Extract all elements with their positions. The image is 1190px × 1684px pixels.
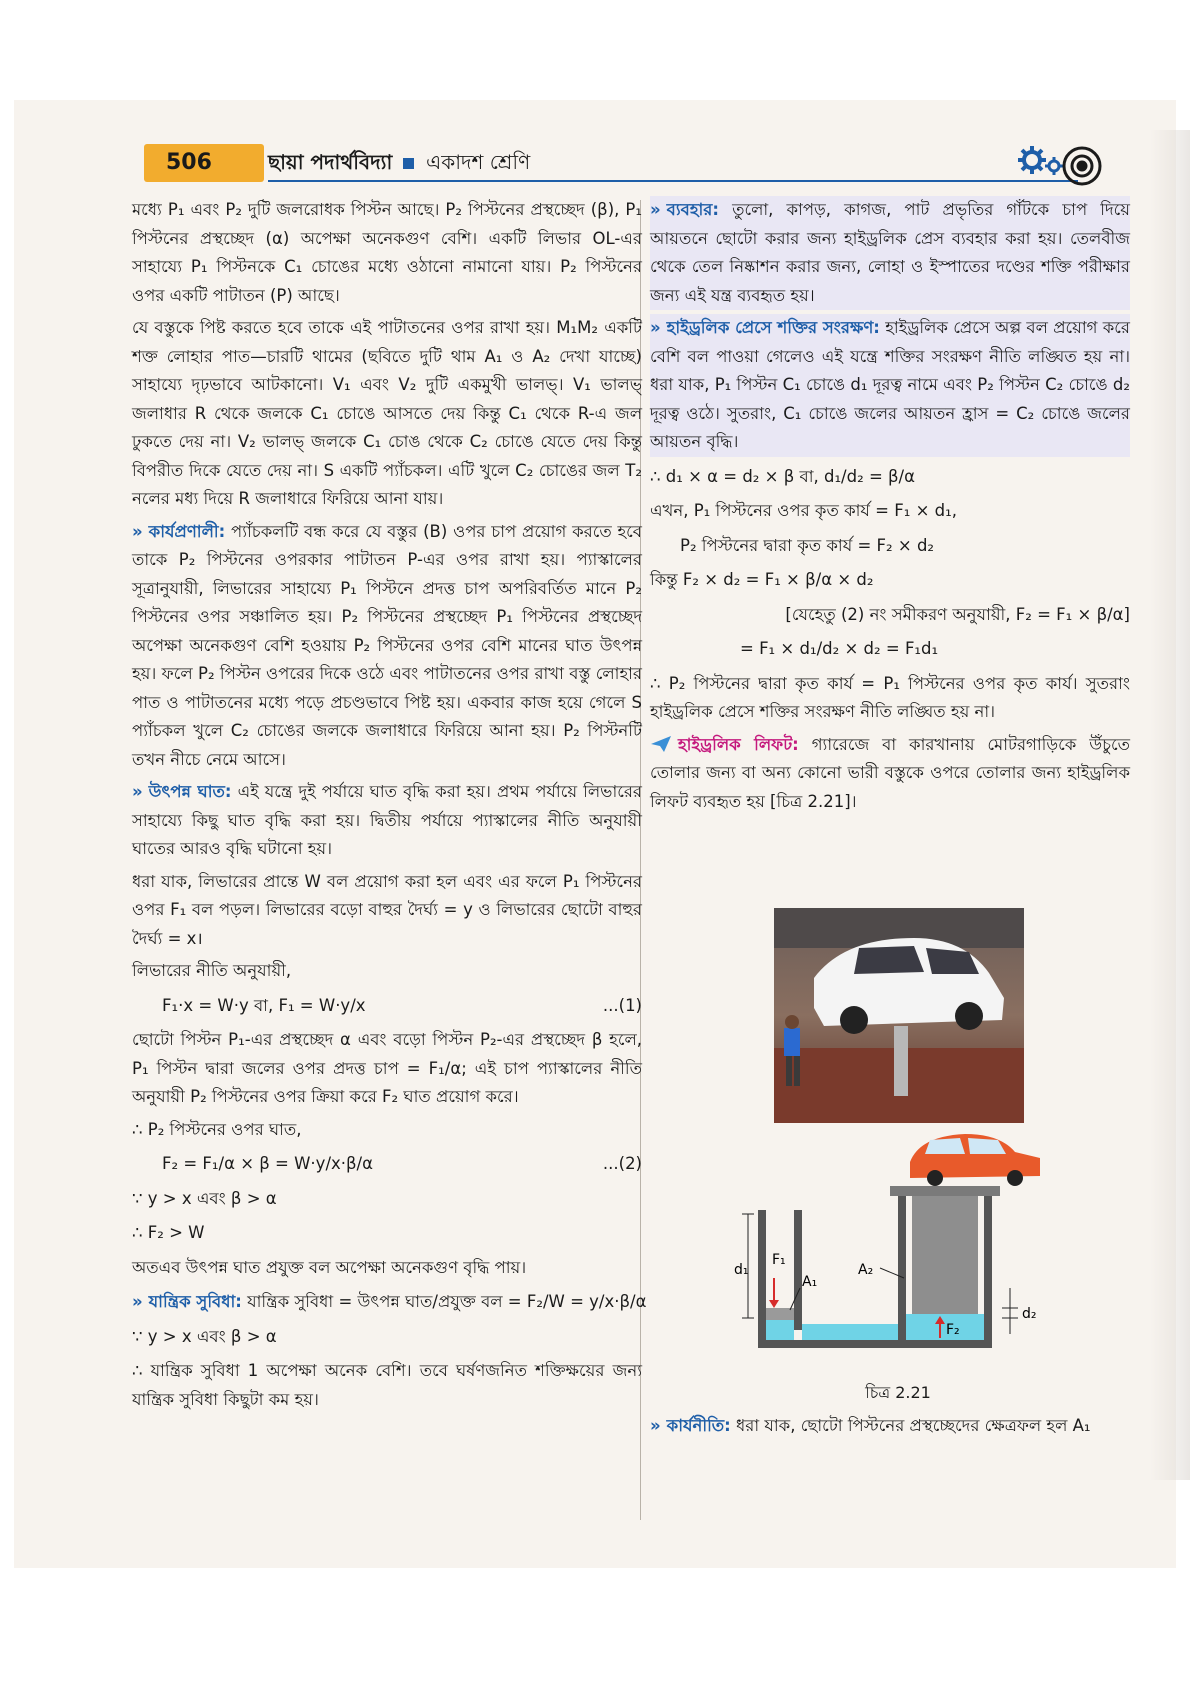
- chevron-double-icon: »: [650, 200, 661, 219]
- paragraph: [650, 1412, 1130, 1441]
- paragraph: ∴ P₂ পিস্টনের দ্বারা কৃত কার্য = P₁ পিস্টনের ওপর কৃত কার্য। সুতরাং হাইড্রলিক প্রেসে শক্তির সংরক্ষণ নীতি লঙ্ঘিত হয় না।: [650, 673, 1130, 721]
- chevron-double-icon: »: [650, 1416, 661, 1435]
- heading-lift: হাইড্রলিক লিফট:: [678, 734, 799, 754]
- chevron-double-icon: »: [650, 318, 661, 337]
- heading-thrust: উৎপন্ন ঘাত:: [148, 782, 232, 801]
- header-icons: [1016, 142, 1102, 190]
- right-column: [650, 196, 1130, 820]
- mechanical-advantage: [132, 1288, 647, 1317]
- condition: ∵ y > x এবং β > α: [132, 1326, 277, 1346]
- equation-1: [132, 992, 642, 1021]
- car-icon: [910, 1134, 1040, 1186]
- paragraph: [650, 196, 1130, 310]
- condition: ∴ F₂ > W: [132, 1223, 205, 1242]
- paragraph-text: হাইড্রলিক প্রেসে অল্প বল প্রয়োগ করে বেশি বল পাওয়া গেলেও এই যন্ত্রে শক্তির সংরক্ষণ নীতি লঙ্ঘিত হয় না। ধরা যাক, P₁ পিস্টন C₁ চোঙে d₁ দূরত্ব নামে এবং P₂ পিস্টন C₂ চোঙে d₂ দূরত্ব ওঠে। সুতরাং, C₁ চোঙে জলের আয়তন হ্রাস = C₂ চোঙে জলের আয়তন বৃদ্ধি।: [650, 318, 1131, 451]
- equation: ∴ d₁ × α = d₂ × β বা, d₁/d₂ = β/α: [650, 466, 915, 486]
- gear-icon: [1018, 146, 1046, 174]
- paragraph: [132, 518, 642, 775]
- equation-text: F₂ = F₁/α × β = W·y/x·β/α: [162, 1154, 373, 1173]
- hydraulic-lift-diagram: [734, 1128, 1070, 1348]
- equation-text: F₁·x = W·y বা, F₁ = W·y/x: [162, 995, 366, 1015]
- paragraph: যে বস্তুকে পিষ্ট করতে হবে তাকে এই পাটাতনের ওপর রাখা হয়। M₁M₂ একটি শক্ত লোহার পাত—চারটি থামের (ছবিতে দুটি থাম A₁ ও A₂ দেখা যাচ্ছে) সাহায্যে দৃঢ়ভাবে আটকানো। V₁ এবং V₂ দুটি একমুখী ভালভ্। V₁ ভালভ্ জলাধার R থেকে জলকে C₁ চোঙে আসতে দেয় কিন্তু C₁ থেকে R-এ জল ঢুকতে দেয় না। V₂ ভালভ্ জলকে C₁ চোঙ থেকে C₂ চোঙে যেতে দেয় কিন্তু বিপরীত দিকে যেতে দেয় না। S একটি প্যাঁচকল। এটি খুলে C₂ চোঙের জল T₂ নলের মধ্য দিয়ে R জলাধারে ফিরিয়ে আনা যায়।: [132, 318, 642, 508]
- paper-plane-icon: [650, 735, 672, 753]
- label-A1: A₁: [802, 1274, 818, 1290]
- equation-note: [যেহেতু (2) নং সমীকরণ অনুযায়ী, F₂ = F₁ × β/α]: [785, 604, 1130, 624]
- equation: = F₁ × d₁/d₂ × d₂ = F₁d₁: [740, 639, 939, 658]
- left-column: [132, 196, 647, 1418]
- paragraph: ∴ P₂ পিস্টনের ওপর ঘাত,: [132, 1119, 302, 1139]
- chevron-double-icon: »: [132, 782, 143, 801]
- paragraph-text: এই যন্ত্রে দুই পর্যায়ে ঘাত বৃদ্ধি করা হয়। প্রথম পর্যায়ে লিভারের সাহায্যে কিছু ঘাত বৃদ্ধি করা হয়। দ্বিতীয় পর্যায়ে প্যাস্কালের নীতি অনুযায়ী ঘাতের আরও বৃদ্ধি ঘটানো হয়।: [132, 782, 643, 858]
- page-header: [98, 142, 1098, 184]
- paragraph: লিভারের নীতি অনুযায়ী,: [132, 961, 292, 980]
- equation: P₂ পিস্টনের দ্বারা কৃত কার্য = F₂ × d₂: [680, 535, 935, 555]
- chevron-double-icon: »: [132, 1292, 143, 1311]
- label-A2: A₂: [858, 1262, 874, 1278]
- label-d1: d₁: [734, 1262, 749, 1278]
- label-d2: d₂: [1022, 1306, 1037, 1322]
- page-number: 506: [144, 144, 264, 182]
- paragraph-text: তুলো, কাপড়, কাগজ, পাট প্রভৃতির গাঁটকে চাপ দিয়ে আয়তনে ছোটো করার জন্য হাইড্রলিক প্রেস ব্যবহার করা হয়। তেলবীজ থেকে তেল নিষ্কাশন করার জন্য, লোহা ও ইস্পাতের দণ্ডের শক্তি পরীক্ষার জন্য এই যন্ত্র ব্যবহৃত হয়।: [650, 200, 1130, 305]
- heading-conservation: হাইড্রলিক প্রেসে শক্তির সংরক্ষণ:: [666, 318, 880, 337]
- paragraph: মধ্যে P₁ এবং P₂ দুটি জলরোধক পিস্টন আছে। P₂ পিস্টনের প্রস্থচ্ছেদ (β), P₁ পিস্টনের প্রস্থচ্ছেদ (α) অপেক্ষা অনেকগুণ বেশি। একটি লিভার OL-এর সাহায্যে P₁ পিস্টনকে C₁ চোঙের মধ্যে ওঠানো নামানো যায়। P₂ পিস্টনের ওপর একটি পাটাতন (P) আছে।: [132, 200, 642, 305]
- heading-use: ব্যবহার:: [666, 200, 719, 219]
- equation: কিন্তু F₂ × d₂ = F₁ × β/α × d₂: [650, 570, 874, 589]
- paragraph: ছোটো পিস্টন P₁-এর প্রস্থচ্ছেদ α এবং বড়ো পিস্টন P₂-এর প্রস্থচ্ছেদ β হলে, P₁ পিস্টন দ্বারা জলের ওপর প্রদত্ত চাপ = F₁/α; এই চাপ প্যাস্কালের নীতি অনুযায়ী P₂ পিস্টনের ওপর ক্রিয়া করে F₂ ঘাত প্রয়োগ করে।: [132, 1030, 642, 1106]
- label-F2: F₂: [946, 1322, 960, 1338]
- label-F1: F₁: [772, 1252, 786, 1268]
- heading-mechanical: যান্ত্রিক সুবিধা:: [148, 1292, 242, 1311]
- paragraph: [650, 314, 1130, 457]
- header-rule: [268, 180, 1078, 182]
- running-title: [268, 146, 530, 178]
- gear-icon: [1045, 157, 1063, 175]
- equation-2: [132, 1150, 642, 1179]
- square-bullet-icon: [403, 158, 414, 169]
- paragraph: অতএব উৎপন্ন ঘাত প্রযুক্ত বল অপেক্ষা অনেকগুণ বৃদ্ধি পায়।: [132, 1257, 527, 1277]
- heading-principle: কার্যনীতি:: [666, 1416, 731, 1435]
- paragraph-text: ধরা যাক, ছোটো পিস্টনের প্রস্থচ্ছেদের ক্ষেত্রফল হল A₁: [736, 1416, 1091, 1435]
- class-label: একাদশ শ্রেণি: [425, 150, 531, 174]
- equation-number: ...(1): [602, 995, 642, 1015]
- equation-number: ...(2): [602, 1154, 642, 1173]
- paragraph: ∴ যান্ত্রিক সুবিধা 1 অপেক্ষা অনেক বেশি। তবে ঘর্ষণজনিত শক্তিক্ষয়ের জন্য যান্ত্রিক সুবিধা কিছুটা কম হয়।: [132, 1361, 642, 1409]
- paragraph-text: গ্যারেজে বা কারখানায় মোটরগাড়িকে উঁচুতে তোলার জন্য বা অন্য কোনো ভারী বস্তুকে ওপরে তোলার জন্য হাইড্রলিক লিফট ব্যবহৃত হয় [চিত্র 2.21]।: [650, 734, 1131, 811]
- heading-working: কার্যপ্রণালী:: [148, 521, 226, 541]
- page-edge-shadow: [1150, 130, 1190, 1480]
- paragraph: [132, 778, 642, 864]
- condition: ∵ y > x এবং β > α: [132, 1188, 277, 1208]
- paragraph: ধরা যাক, লিভারের প্রান্তে W বল প্রয়োগ করা হল এবং এর ফলে P₁ পিস্টনের ওপর F₁ বল পড়ল। লিভারের বড়ো বাহুর দৈর্ঘ্য = y ও লিভারের ছোটো বাহুর দৈর্ঘ্য = x।: [132, 871, 642, 948]
- book-title: ছায়া পদার্থবিদ্যা: [268, 150, 393, 174]
- brain-icon: [1064, 148, 1100, 184]
- equation-text: যান্ত্রিক সুবিধা = উৎপন্ন ঘাত/প্রযুক্ত বল = F₂/W = y/x·β/α: [247, 1292, 647, 1311]
- paragraph: [650, 731, 1130, 817]
- chevron-double-icon: »: [132, 521, 143, 541]
- paragraph: এখন, P₁ পিস্টনের ওপর কৃত কার্য = F₁ × d₁,: [650, 501, 957, 520]
- lift-photo: [774, 908, 1024, 1123]
- paragraph-text: প্যাঁচকলটি বন্ধ করে যে বস্তুর (B) ওপর চাপ প্রয়োগ করতে হবে তাকে P₂ পিস্টনের ওপরকার পাটাতন P-এর ওপর রাখা হয়। প্যাস্কালের সূত্রানুযায়ী, লিভারের সাহায্যে P₁ পিস্টনে প্রদত্ত চাপ অপরিবর্তিত মানে P₂ পিস্টনের ওপর সঞ্চালিত হয়। P₂ পিস্টনের প্রস্থচ্ছেদ P₁ পিস্টনের প্রস্থচ্ছেদ অপেক্ষা অনেকগুণ বেশি হওয়ায় P₂ পিস্টনের ওপর বেশি মানের ঘাত উৎপন্ন হয়। ফলে P₂ পিস্টন ওপরের দিকে ওঠে এবং পাটাতনের ওপর রাখা বস্তু লোহার পাত ও পাটাতনের মধ্যে পড়ে প্রচণ্ডভাবে পিষ্ট হয়। একবার কাজ হয়ে গেলে S প্যাঁচকল খুলে C₂ চোঙের জলকে জলাধারে ফিরিয়ে আনা হয়। P₂ পিস্টনটি তখন নীচে নেমে আসে।: [132, 521, 642, 769]
- figure-caption: চিত্র 2.21: [865, 1383, 931, 1402]
